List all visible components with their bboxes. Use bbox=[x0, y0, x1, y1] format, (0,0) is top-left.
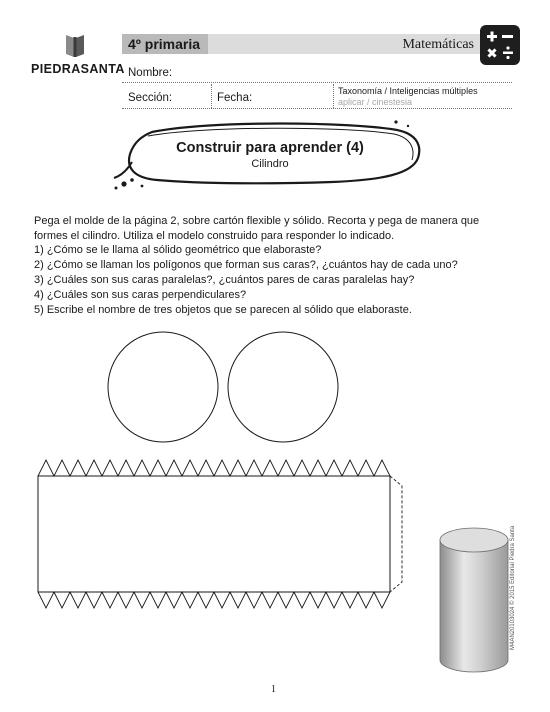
publisher-logo-text: PIEDRASANTA bbox=[31, 62, 125, 76]
question-2: 2) ¿Cómo se llaman los polígonos que forman sus caras?, ¿cuántos hay de cada uno? bbox=[34, 259, 458, 271]
name-label: Nombre: bbox=[128, 67, 173, 79]
subject-label: Matemáticas bbox=[402, 37, 474, 52]
cylinder-illustration bbox=[436, 526, 512, 676]
date-label: Fecha: bbox=[217, 92, 253, 104]
question-5: 5) Escribe el nombre de tres objetos que se parecen al sólido que elaboraste. bbox=[34, 304, 412, 316]
name-line bbox=[122, 82, 512, 83]
cylinder-lateral-net bbox=[30, 452, 420, 616]
section-label: Sección: bbox=[128, 92, 173, 104]
cylinder-top-circle bbox=[226, 330, 340, 444]
activity-subtitle: Cilindro bbox=[251, 158, 289, 170]
instructions-paragraph: Pega el molde de la página 2, sobre cartón flexible y sólido. Recorta y pega de manera que formes el cilindro. Utiliza el modelo construido para responder lo indicado. bbox=[34, 215, 480, 242]
taxonomy-sub-label: aplicar / cinestesia bbox=[338, 97, 413, 107]
activity-title: Construir para aprender (4) bbox=[176, 140, 364, 156]
section-line bbox=[122, 108, 512, 109]
math-operations-icon bbox=[480, 25, 520, 65]
copyright-credit: M4AN20103024 © 2015 Editorial Piedra Santa bbox=[510, 525, 516, 650]
book-logo-icon bbox=[64, 32, 86, 58]
question-4: 4) ¿Cuáles son sus caras perpendiculares? bbox=[34, 289, 247, 301]
grade-label: 4º primaria bbox=[128, 36, 201, 52]
question-1: 1) ¿Cómo se le llama al sólido geométrico que elaboraste? bbox=[34, 244, 322, 256]
question-3: 3) ¿Cuáles son sus caras paralelas?, ¿cuántos pares de caras paralelas hay? bbox=[34, 274, 415, 286]
taxonomy-label: Taxonomía / Inteligencias múltiples bbox=[338, 86, 478, 96]
field-divider bbox=[211, 84, 212, 108]
field-divider bbox=[333, 84, 334, 108]
cylinder-base-circle bbox=[106, 330, 220, 444]
page-number: 1 bbox=[271, 684, 276, 695]
